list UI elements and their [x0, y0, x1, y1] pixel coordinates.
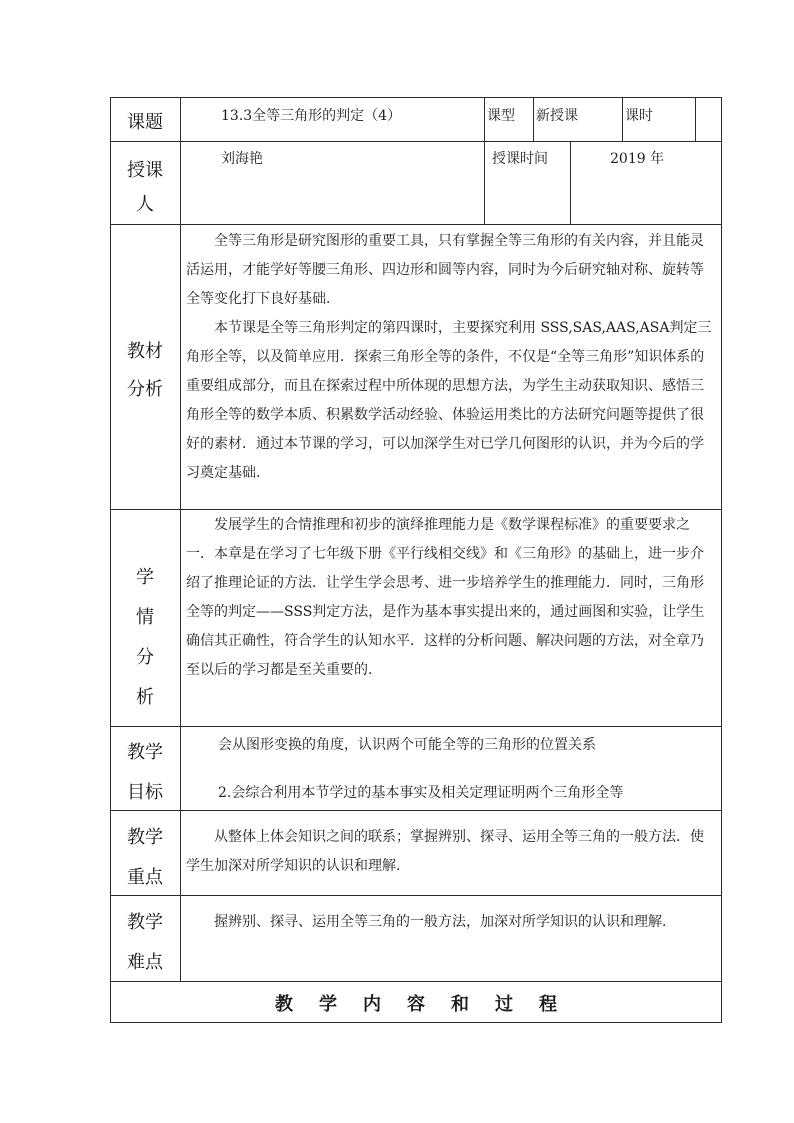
row-divider — [110, 726, 722, 727]
material-label-line-2: 分析 — [127, 379, 163, 400]
material-analysis-label — [110, 333, 180, 409]
key-paragraph: 从整体上体会知识之间的联系；掌握辨别、探寻、运用全等三角的一般方法．使学生加深对所学知识的认识和理解. — [186, 829, 704, 874]
goal-item-2: 2.会综合利用本节学过的基本事实及相关定理证明两个三角形全等 — [218, 785, 624, 801]
material-label-line-1: 教材 — [127, 341, 163, 362]
key-points-label — [110, 818, 180, 898]
student-label-char: 学 — [136, 567, 154, 588]
column-divider — [695, 97, 696, 141]
student-label-char: 析 — [136, 687, 154, 708]
period-label: 课时 — [625, 108, 653, 124]
material-paragraph: 本节课是全等三角形判定的第四课时，主要探究利用 SSS,SAS,AAS,ASA判定三角形全等，以及简单应用．探索三角形全等的条件，不仅是“全等三角形”知识体系的重要组成部分，而且在探索过程中所体现的思想方法，为学生主动获取知识、感悟三角形全等的数学本质、积累数学活动经验、体验运用类比的方法研究问题等提供了很好的素材．通过本节课的学习，可以加深学生对已学几何图形的认识，并为今后的学习奠定基础. — [186, 320, 712, 481]
teaching-goals-label — [110, 733, 180, 813]
column-divider — [484, 141, 485, 224]
student-label-char: 情 — [136, 607, 154, 628]
column-divider — [533, 97, 534, 141]
row-divider — [110, 981, 722, 982]
topic-label: 课题 — [127, 112, 163, 133]
row-divider — [110, 141, 722, 142]
student-paragraph: 发展学生的合情推理和初步的演绎推理能力是《数学课程标准》的重要要求之一．本章是在学习了七年级下册《平行线相交线》和《三角形》的基础上，进一步介绍了推理论证的方法．让学生学会思考、进一步培养学生的推理能力．同时，三角形全等的判定——SSS判定方法，是作为基本事实提出来的，通过画图和实验，让学生确信其正确性，符合学生的认知水平．这样的分析问题、解决问题的方法，对全章乃至以后的学习都是至关重要的. — [186, 517, 705, 678]
goal-item-1: 会从图形变换的角度，认识两个可能全等的三角形的位置关系 — [218, 737, 596, 753]
teacher-label-line-2: 人 — [136, 194, 154, 215]
student-analysis-text — [186, 511, 716, 685]
lesson-type-value: 新授课 — [536, 108, 578, 124]
row-divider — [110, 810, 722, 811]
row-divider — [110, 224, 722, 225]
key-label-line-1: 教学 — [127, 827, 163, 848]
material-paragraph: 全等三角形是研究图形的重要工具，只有掌握全等三角形的有关内容，并且能灵活运用，才能学好等腰三角形、四边形和圆等内容，同时为今后研究轴对称、旋转等全等变化打下良好基础. — [186, 233, 704, 307]
lesson-type-label: 课型 — [487, 108, 515, 124]
key-points-text — [186, 823, 716, 881]
material-analysis-text — [186, 227, 716, 488]
difficulty-text — [186, 908, 716, 937]
time-value: 2019 年 — [610, 151, 665, 167]
difficulty-paragraph: 握辨别、探寻、运用全等三角的一般方法，加深对所学知识的认识和理解. — [214, 914, 667, 930]
student-analysis-label — [110, 558, 180, 718]
time-label: 授课时间 — [492, 151, 548, 167]
column-divider — [484, 97, 485, 141]
row-divider — [110, 895, 722, 896]
key-label-line-2: 重点 — [127, 867, 163, 888]
topic-value: 13.3全等三角形的判定（4） — [221, 108, 402, 124]
difficulty-label-line-1: 教学 — [127, 912, 163, 933]
difficulty-label — [110, 903, 180, 983]
column-divider — [180, 97, 181, 981]
section-title: 教学内容和过程 — [275, 994, 583, 1015]
goals-label-line-1: 教学 — [127, 742, 163, 763]
goals-label-line-2: 目标 — [127, 782, 163, 803]
teacher-value: 刘海艳 — [221, 151, 263, 167]
student-label-char: 分 — [136, 647, 154, 668]
row-divider — [110, 509, 722, 510]
column-divider — [570, 141, 571, 224]
column-divider — [622, 97, 623, 141]
difficulty-label-line-2: 难点 — [127, 952, 163, 973]
teacher-label — [110, 150, 180, 226]
teacher-label-line-1: 授课 — [127, 160, 163, 181]
